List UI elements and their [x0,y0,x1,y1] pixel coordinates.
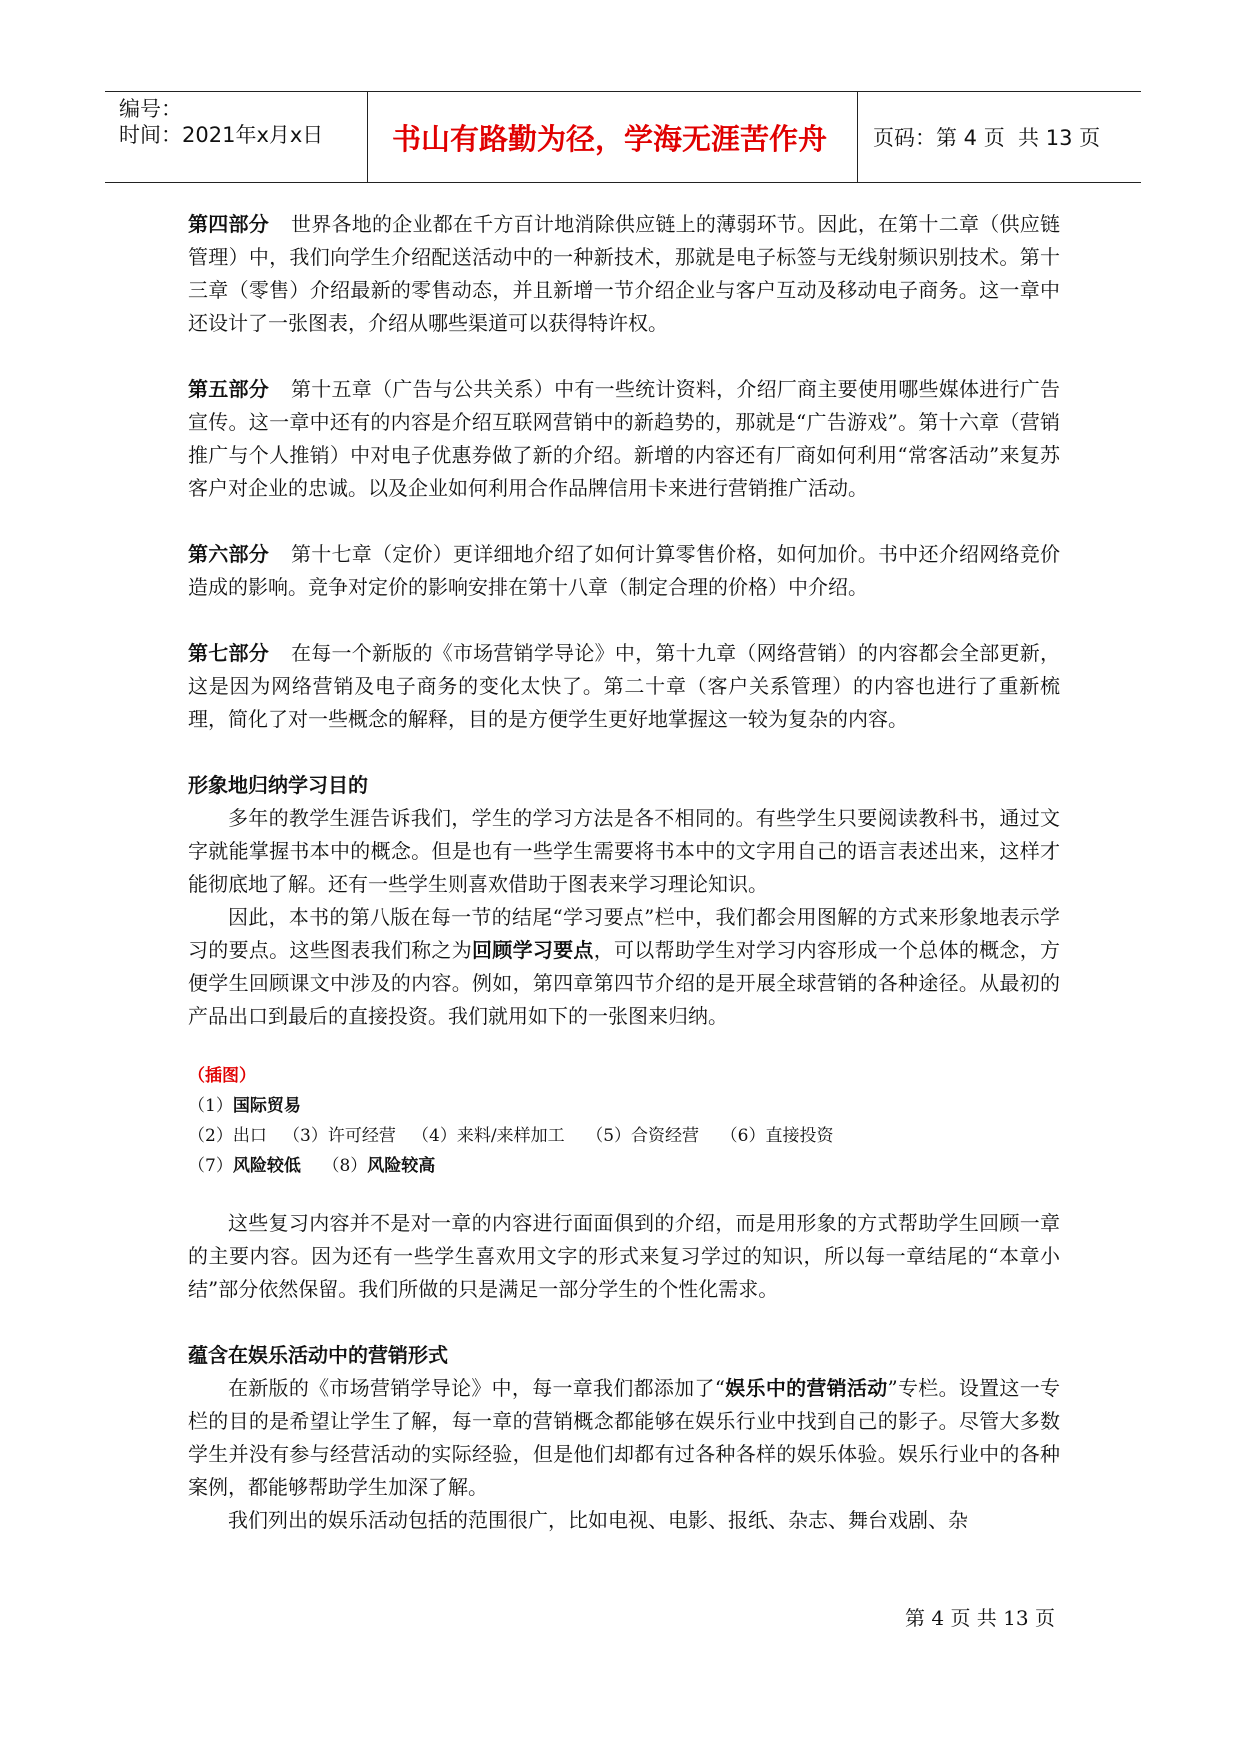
part4-label: 第四部分 [188,212,269,236]
learning-paragraph-1: 多年的教学生涯告诉我们，学生的学习方法是各不相同的。有些学生只要阅读教科书，通过文字就能掌握书本中的概念。但是也有一些学生需要将书本中的文字用自己的语言表述出来，这样才能彻底地了解。还有一些学生则喜欢借助于图表来学习理论知识。 [188,806,1060,896]
entertainment-paragraph-2: 我们列出的娱乐活动包括的范围很广，比如电视、电影、报纸、杂志、舞台戏剧、杂 [228,1508,968,1532]
number-label: 编号： [119,97,182,121]
figure-line-1-num: （1） [188,1096,233,1116]
part5-text: 第十五章（广告与公共关系）中有一些统计资料，介绍厂商主要使用哪些媒体进行广告宣传。这一章中还有的内容是介绍互联网营销中的新趋势的，那就是“广告游戏”。第十六章（营销推广与个人推销）中对电子优惠券做了新的介绍。新增的内容还有厂商如何利用“常客活动”来复苏客户对企业的忠诚。以及企业如何利用合作品牌信用卡来进行营销推广活动。 [188,377,1061,500]
figure-line-3-num1: （7） [188,1156,233,1176]
part6-paragraph [188,538,1060,604]
figure-line-3 [188,1151,1060,1181]
learning-title: 形象地归纳学习目的 [188,773,368,797]
entertainment-paragraph-1 [188,1372,1060,1504]
figure-line-2: （2）出口 （3）许可经营 （4）来料/来样加工 （5）合资经营 （6）直接投资 [188,1126,834,1146]
part5-label: 第五部分 [188,377,269,401]
learning-p2-post: ，可以帮助学生对学习内容形成一个总体的概念，方便学生回顾课文中涉及的内容。例如，第四章第四节介绍的是开展全球营销的各种途径。从最初的产品出口到最后的直接投资。我们就用如下的一张图来归纳。 [188,938,1061,1028]
entertainment-title: 蕴含在娱乐活动中的营销形式 [188,1343,448,1367]
entertainment-column-name: 娱乐中的营销活动 [724,1376,888,1400]
figure-line-3-num2: （8） [300,1156,368,1176]
entertainment-p1-pre: 在新版的《市场营销学导论》中，每一章我们都添加了“ [228,1376,725,1400]
figure-placeholder [188,1061,1060,1181]
entertainment-p1-post: ”专栏。设置这一专栏的目的是希望让学生了解，每一章的营销概念都能够在娱乐行业中找到自己的影子。尽管大多数学生并没有参与经营活动的实际经验，但是他们却都有过各种各样的娱乐体验。娱乐行业中的各种案例，都能够帮助学生加深了解。 [188,1376,1060,1499]
figure-line-3-text1: 风险较低 [232,1156,301,1176]
part7-paragraph [188,637,1060,736]
figure-line-3-text2: 风险较高 [367,1156,436,1176]
header-page-number [873,92,1141,182]
page-body [188,208,1060,1537]
time-label: 时间：2021年x月x日 [119,123,324,147]
review-key-points: 回顾学习要点 [472,938,594,962]
header-info [119,92,369,182]
page-label: 页码：第 4 页 共 13 页 [873,126,1101,150]
figure-label: （插图） [188,1066,256,1086]
part6-label: 第六部分 [188,542,269,566]
page-footer: 第 4 页 共 13 页 [905,1606,1055,1630]
learning-p2-pre: 因此，本书的第八版在每一节的结尾“学习要点”栏中，我们都会用图解的方式来形象地表示学习的要点。这些图表我们称之为 [188,905,1060,962]
part6-text: 第十七章（定价）更详细地介绍了如何计算零售价格，如何加价。书中还介绍网络竞价造成的影响。竞争对定价的影响安排在第十八章（制定合理的价格）中介绍。 [188,542,1061,599]
learning-paragraph-2 [188,901,1060,1033]
review-paragraph: 这些复习内容并不是对一章的内容进行面面俱到的介绍，而是用形象的方式帮助学生回顾一章的主要内容。因为还有一些学生喜欢用文字的形式来复习学过的知识，所以每一章结尾的“本章小结”部分依然保留。我们所做的只是满足一部分学生的个性化需求。 [188,1211,1060,1301]
page-header [105,91,1141,183]
header-divider-right [857,92,858,182]
figure-line-1-text: 国际贸易 [232,1096,301,1116]
part5-paragraph [188,373,1060,505]
header-motto: 书山有路勤为径，学海无涯苦作舟 [391,121,827,156]
part4-paragraph [188,208,1060,340]
part4-text: 世界各地的企业都在千方百计地消除供应链上的薄弱环节。因此，在第十二章（供应链管理）中，我们向学生介绍配送活动中的一种新技术，那就是电子标签与无线射频识别技术。第十三章（零售）介绍最新的零售动态，并且新增一节介绍企业与客户互动及移动电子商务。这一章中还设计了一张图表，介绍从哪些渠道可以获得特许权。 [188,212,1061,335]
part7-label: 第七部分 [188,641,269,665]
part7-text: 在每一个新版的《市场营销学导论》中，第十九章（网络营销）的内容都会全部更新，这是因为网络营销及电子商务的变化太快了。第二十章（客户关系管理）的内容也进行了重新梳理，简化了对一些概念的解释，目的是方便学生更好地掌握这一较为复杂的内容。 [188,641,1061,731]
figure-line-1 [188,1091,1060,1121]
